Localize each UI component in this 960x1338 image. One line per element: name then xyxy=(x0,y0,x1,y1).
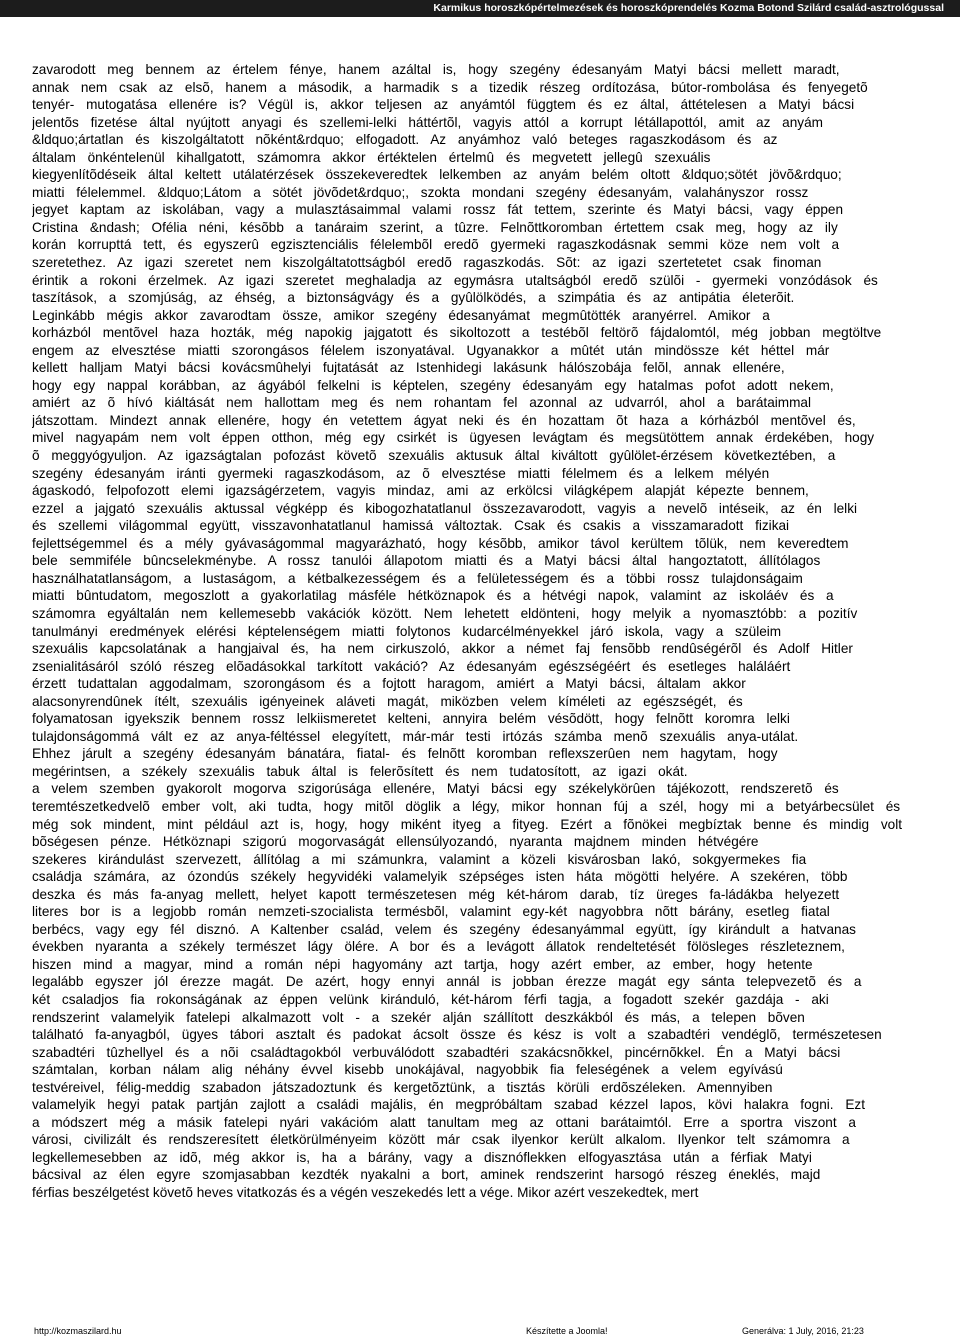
text-line: kellett halljam Matyi bácsi kovácsmûhelyi fujtatását az Istenhidegi lakásunk hálószobája felõl, annak ellenére, xyxy=(32,360,785,376)
text-line: években nyaranta a székely természet lágy ölére. A bor és a levágott állatok rendeltetését fölösleges részleteznem, xyxy=(32,939,845,955)
text-line: számomra egyáltalán nem kellemesebb vakációk között. Nem lehetett eldönteni, hogy melyik a nyomasztóbb: a pozitív xyxy=(32,605,858,621)
site-title: Karmikus horoszkópértelmezések és horoszkóprendelés Kozma Botond Szilárd család-asztrológussal xyxy=(433,2,944,14)
text-line: használhatatlanságom, a lustaságom, a kétbalkezességem és a felületességem és a többi rossz tulajdonságaim xyxy=(32,570,803,586)
page-footer xyxy=(0,1322,960,1336)
text-line: két csaladjos fia rokonságának az éppen velünk kiránduló, két-három férfi tagja, a fogadott szekér gazdája - aki xyxy=(32,991,829,1007)
text-line: számtalan, korban nálam alig néhány évvel kisebb unokájával, nagyobbik fia feleségének a velem egyívású xyxy=(32,1062,783,1078)
text-line: alacsonyrendûnek ítélt, szexuális igényeinek aláveti magát, miközben velem kíméleti az egészségét, és xyxy=(32,693,743,709)
text-line: berbécs, vagy egy fél disznó. A Kaltenber család, velem és szegény édesanyámmal együtt, így kirándult a hatvanas xyxy=(32,921,856,937)
text-line: szeretethez. Az igazi szeretet nem kiszolgáltatottságból eredõ ragaszkodás. Sõt: az igazi szertetetet csak finoman xyxy=(32,255,822,271)
text-line: szekeres kirándulást szervezett, állítólag a mi számunkra, valamint a közeli kisvárosban lakó, sokgyermekes fia xyxy=(32,851,807,867)
footer-credit: Készítette a Joomla! xyxy=(526,1326,608,1336)
article-body xyxy=(32,61,948,1202)
text-line: engem az elvesztése miatti szorongásos félelem iszonyatával. Ugyanakkor a mûtét után mindössze két héttel már xyxy=(32,342,830,358)
text-line: testvéreivel, félig-meddig szabadon játszadoztunk és kergetõztünk, a tisztás körüli erdõszéleken. Amennyiben xyxy=(32,1079,773,1095)
text-line: ágaskodó, felpofozott elemi igazságérzetem, vagyis mindaz, ami az erkölcsi világképem alapját képezte bennem, xyxy=(32,483,809,499)
text-line: korházból mentõvel haza hozták, még napokig jajgatott és sikoltozott a testébõl feltörõ fájdalomtól, még jobban megtöltve xyxy=(32,325,882,341)
text-line: városi, civilizált és rendszeresített életkörülményeim között már csak ilyenkor került alkalom. Ilyenkor telt számomra a xyxy=(32,1132,850,1148)
text-line: Leginkább mégis akkor zavarodtam össze, amikor szegény édesanyámat megmûtötték aranyérrel. Amikor a xyxy=(32,307,770,323)
text-line: megérintsen, a székely szexuális tabuk által is felerõsített és nem tudatosított, az igazi okát. xyxy=(32,763,688,779)
text-line: miatti félelemmel. &ldquo;Látom a sötét jövõdet&rdquo;, szokta mondani szegény édesanyám, valahányszor rossz xyxy=(32,184,809,200)
text-line: tanulmányi eredmények elérési képtelenségem miatti folytonos kudarcélményekkel járó iskola, vagy a szüleim xyxy=(32,623,782,639)
text-line: folyamatosan igyekszik bennem rossz lelkiismeretet kelteni, annyira belém vésõdött, hogy felnõtt koromra lelki xyxy=(32,711,790,727)
text-line: a velem szemben gyakorolt mogorva szigorúsága ellenére, Matyi bácsi egy székelykörûen tájékozott, rendszeretõ és xyxy=(32,781,839,797)
text-line: szegény édesanyám iránti gyermeki ragaszkodásom, az õ elvesztése miatti félelmem és a lelkem mélyén xyxy=(32,465,770,481)
footer-generated-date: Generálva: 1 July, 2016, 21:23 xyxy=(742,1326,864,1336)
text-line: zsenialitásáról szóló részeg elõadásokkal tarkított vakáció? Az édesanyám egészségéért és esetleges haláláért xyxy=(32,658,791,674)
text-line: õ meggyógyuljon. Az igazságtalan pofozást követõ szexuális aktusuk által kiváltott gyûlölet-érzésem következtében, a xyxy=(32,448,836,464)
text-line: férfias beszélgetést követõ heves vitatkozás és a végén veszekedés lett a vége. Mikor azért veszekedtek, mert xyxy=(32,1185,699,1200)
text-line: érintik a rokoni érzelmek. Az igazi szeretet meghaladja az egymásra utaltságból eredõ szülõi - gyermeki vonzódások és xyxy=(32,272,878,288)
text-line: amiért az õ hívó kiáltását nem hallottam meg és nem rohantam fel azonnal az udvarról, ahol a barátaimmal xyxy=(32,395,812,411)
text-line: bele semmiféle bûncselekménybe. A rossz tanulói állapotom miatti és a Matyi bácsi által hangoztatott, állítólagos xyxy=(32,553,821,569)
footer-site-link[interactable]: http://kozmaszilard.hu xyxy=(34,1326,122,1336)
text-line: bõségesen pénze. Hétköznapi szigorú mogorvaságát ellensúlyozandó, nyaranta majdnem minden hétvégére xyxy=(32,834,759,850)
text-line: Cristina &ndash; Ofélia néni, késõbb a tanáraim szerint, a tûzre. Felnõttkoromban értettem csak meg, hogy az ily xyxy=(32,219,838,235)
text-line: ezzel a jajgató szexuális aktussal végképp és kibogozhatatlanul összezavarodott, vagyis a nevelõ intéseik, az én lelki xyxy=(32,500,858,516)
text-line: korán korrupttá tett, és egyszerû egzisztenciális félelembõl eredõ gyermeki ragaszkodásnak semmi köze nem volt a xyxy=(32,237,840,253)
text-line: legkellemesebben az idõ, még akkor is, ha a bárány, vagy a disznóflekken elfogyasztása után a férfiak Matyi xyxy=(32,1149,812,1165)
text-line: szexuális kapcsolatának a hangjaival és, ha nem cirkuszoló, akkor a német faj fensõbb rendûségérõl és Adolf Hitler xyxy=(32,641,853,657)
text-line: fejlettségemmel és a mély gyávaságommal magyarázható, hogy késõbb, amikor távol kerültem tõlük, nem keveredtem xyxy=(32,535,849,551)
text-line: jegyet kaptam az iskolában, vagy a mulasztásaimmal valami rossz fát tettem, szerinte és Matyi bácsi, vagy éppen xyxy=(32,202,844,218)
text-line: játszottam. Mindezt annak ellenére, hogy én vetettem ágyat neki és én hozattam õt haza a kórházból mentõvel és, xyxy=(32,412,856,428)
text-line: érzett tudattalan aggodalmam, szorongásom és a fojtott haragom, amiért a Matyi bácsi, általam akkor xyxy=(32,676,746,692)
text-line: a módszert még a másik fatelepi nyári vakációm alatt tanultam meg az ottani barátaimtól. Erre a sportra viszont a xyxy=(32,1114,856,1130)
text-line: zavarodott meg bennem az értelem fénye, hanem azáltal is, hogy szegény édesanyám Matyi bácsi mellett maradt, xyxy=(32,62,840,77)
text-line: mivel nagyapám nem volt éppen otthon, még egy csirkét is ügyesen levágtam és megsütöttem annak érdekében, hogy xyxy=(32,430,875,446)
text-line: bácsival az élen egyre szomjasabban kezdték nyakalni a bort, aminek rendszerint harsogó részeg éneklés, majd xyxy=(32,1167,821,1183)
site-header-bar xyxy=(0,0,960,17)
text-line: családja számára, az ózondús székely hegyvidéki valamelyik szépséges isten háta mögötti helyére. A szekéren, több xyxy=(32,869,848,885)
text-line: deszka és más fa-anyag mellett, helyet kapott természetesen még két-három darab, tíz üreges fa-ládákba helyezett xyxy=(32,886,840,902)
text-line: taszítások, a szomjúság, az éhség, a biztonságvágy és a gyûlölködés, a szimpátia és az antipátia életerõit. xyxy=(32,290,795,306)
text-line: Ehhez járult a szegény édesanyám bánatára, fiatal- és felnõtt koromban reflexszerûen nem hagytam, hogy xyxy=(32,746,778,762)
text-line: hogy egy nappal korábban, az ágyából felkelni is képtelen, szegény édesanyám egy hatalmas pofot adott nekem, xyxy=(32,377,834,393)
text-line: teremtészetkedvelõ ember volt, aki tudta, hogy mitõl döglik a légy, mikor honnan fúj a szél, hogy mi a betyárbecsület és xyxy=(32,798,901,814)
text-line: rendszerint valamelyik fatelepi alkalmazott volt - a szekér alján szállított deszkákból és más, a telepen bõven xyxy=(32,1009,805,1025)
text-line: annak nem csak az elsõ, hanem a második, a harmadik s a tizedik részeg ordítozása, bútor-rombolása és fenyegetõ xyxy=(32,79,868,95)
text-line: és szellemi világommal együtt, visszavonhatatlanul hamissá változtak. Csak és csakis a visszamaradott fizikai xyxy=(32,518,790,534)
text-line: miatti bûntudatom, megoszlott a gyakorlatilag másféle hétköznapok és a hétvégi napok, valamint az iskoláév és a xyxy=(32,588,834,604)
text-line: található fa-anyagból, ügyes tábori asztalt és padokat ácsolt össze és kész is volt a szabadtéri vendéglõ, természetesen xyxy=(32,1027,882,1043)
text-line: tenyér- mutogatása ellenére is? Végül is, akkor teljesen az anyámtól függtem és ez által, áttételesen a Matyi bácsi xyxy=(32,97,855,113)
text-line: valamelyik hegyi patak partján zajlott a családi majális, én megpróbáltam szabad kézzel lapos, kövi halakra fogni. Ezt xyxy=(32,1097,865,1113)
text-line: kiegyenlítõdéseik által keltett utálatérzések összekeveredtek lelkemben az anyám belém oltott &ldquo;sötét jövõ&rdquo; xyxy=(32,167,842,183)
text-line: általam önkéntelenül kihallgatott, számomra akkor értéktelen értelmû és megvetett jellegû szexuális xyxy=(32,149,711,165)
text-line: tulajdonságommá vált ez az anya-féltéssel elegyített, már-már testi irtózás számba menõ szexuális anya-utálat. xyxy=(32,728,799,744)
text-line: literes bor is a legjobb román nemzeti-szocialista termésbõl, valamint egy-két nagyobbra nõtt bárány, esetleg fiatal xyxy=(32,904,830,920)
text-line: &ldquo;ártatlan és kiszolgáltatott nõként&rdquo; elfogadott. Az anyámhoz való beteges ragaszkodásom és az xyxy=(32,132,778,148)
text-line: legalább egyszer jól érezze magát. De azért, hogy ennyi annál is jobban érezze magát egy sánta telepvezetõ és a xyxy=(32,974,862,990)
text-line: szabadtéri tûzhellyel és a nõi családtagokból verbuválódott szabadtéri szakácsnõkkel, pincérnõkkel. Én a Matyi bácsi xyxy=(32,1044,841,1060)
text-line: hiszen mind a magyar, mind a román népi hagyomány azt tartja, hogy azért ember, az ember, hogy hetente xyxy=(32,956,813,972)
text-line: még sok mindent, mint például azt is, hogy, hogy miként ityeg a fityeg. Ezért a fõnökei megbíztak benne és mindig volt xyxy=(32,816,903,832)
text-line: jelentõs fizetése által nyújtott anyagi és szellemi-lelki háttértõl, vagyis attól a korrupt létállapottól, amit az anyám xyxy=(32,114,823,130)
